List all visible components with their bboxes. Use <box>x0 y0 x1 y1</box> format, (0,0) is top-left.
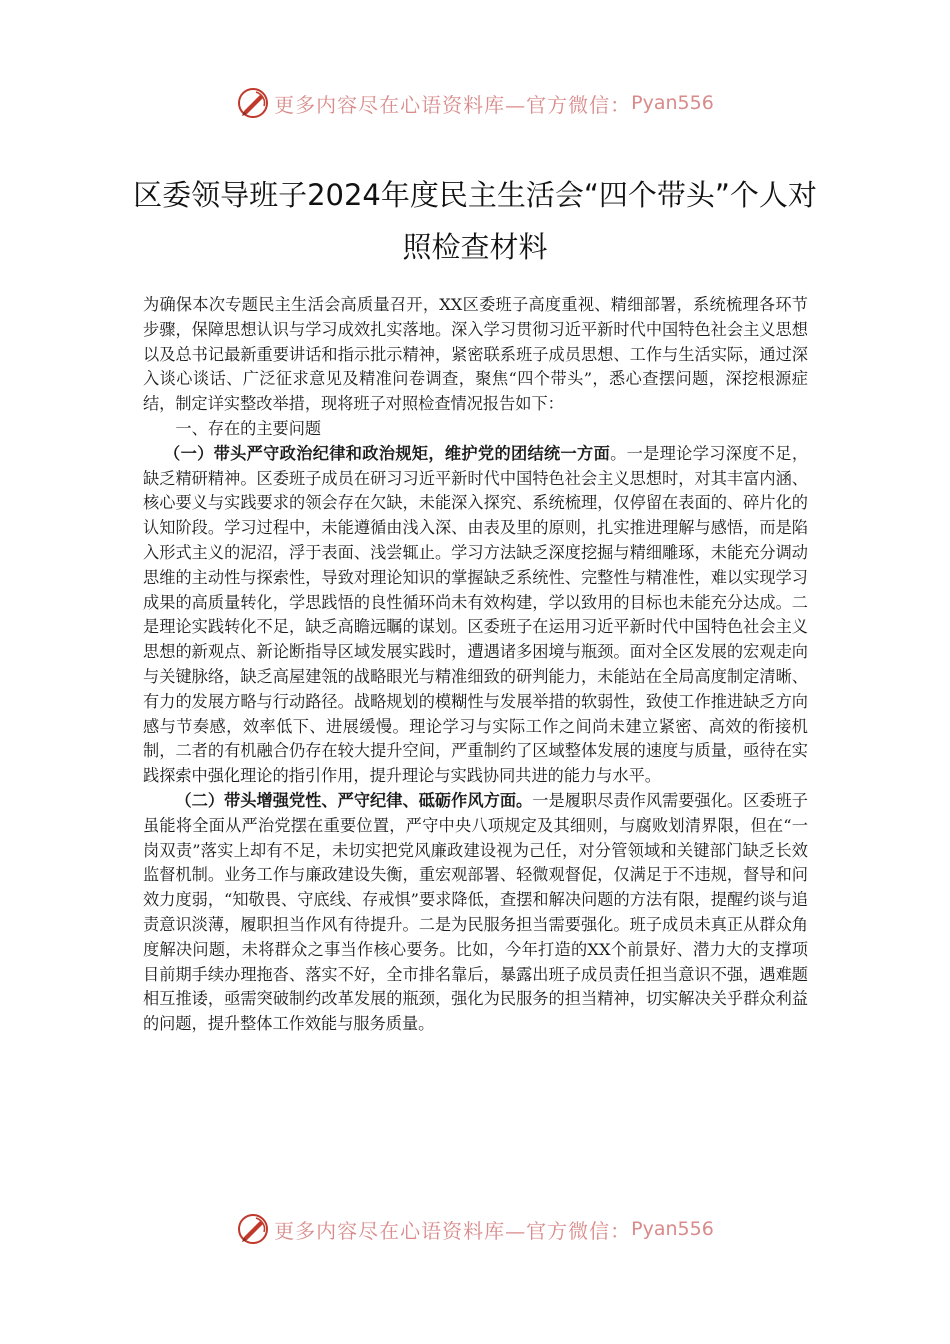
watermark-text: 更多内容尽在心语资料库—官方微信： <box>274 92 632 117</box>
watermark-footer <box>0 1212 950 1246</box>
item2-body: 一是履职尽责作风需要强化。区委班子虽能将全面从严治党摆在重要位置，严守中央八项规定及其细则，与腐败划清界限，但在“一岗双责”落实上却有不足，未切实把党风廉政建设视为己任，对分管领域和关键部门缺乏长效监督机制。业务工作与廉政建设失衡，重宏观部署、轻微观督促，仅满足于不违规，督导和问效力度弱，“知敬畏、守底线、存戒惧”要求降低，查摆和解决问题的方法有限，提醒约谈与追责意识淡薄，履职担当作风有待提升。二是为民服务担当需要强化。班子成员未真正从群众角度解决问题，未将群众之事当作核心要务。比如，今年打造的XX个前景好、潜力大的支撑项目前期手续办理拖沓、落实不好，全市排名靠后，暴露出班子成员责任担当意识不强，遇难题相互推诿，亟需突破制约改革发展的瓶颈，强化为民服务的担当精神，切实解决关乎群众利益的问题，提升整体工作效能与服务质量。 <box>143 790 808 1034</box>
item1-body: 。一是理论学习深度不足，缺乏精研精神。区委班子成员在研习习近平新时代中国特色社会主义思想时，对其丰富内涵、核心要义与实践要求的领会存在欠缺，未能深入探究、系统梳理，仅停留在表面的、碎片化的认知阶段。学习过程中，未能遵循由浅入深、由表及里的原则，扎实推进理解与感悟，而是陷入形式主义的泥沼，浮于表面、浅尝辄止。学习方法缺乏深度挖掘与精细雕琢，未能充分调动思维的主动性与探索性，导致对理论知识的掌握缺乏系统性、完整性与精准性，难以实现学习成果的高质量转化，学思践悟的良性循环尚未有效构建，学以致用的目标也未能充分达成。二是理论实践转化不足，缺乏高瞻远瞩的谋划。区委班子在运用习近平新时代中国特色社会主义思想的新观点、新论断指导区域发展实践时，遭遇诸多困境与瓶颈。面对全区发展的宏观走向与关键脉络，缺乏高屋建瓴的战略眼光与精准细致的研判能力，未能站在全局高度制定清晰、有力的发展方略与行动路径。战略规划的模糊性与发展举措的软弱性，致使工作推进缺乏方向感与节奏感，效率低下、进展缓慢。理论学习与实际工作之间尚未建立紧密、高效的衔接机制，二者的有机融合仍存在较大提升空间，严重制约了区域整体发展的速度与质量，亟待在实践探索中强化理论的指引作用，提升理论与实践协同共进的能力与水平。 <box>143 443 809 786</box>
section-heading-problems: 一、存在的主要问题 <box>175 418 322 438</box>
watermark-wechat-id: Pyan556 <box>631 92 714 114</box>
watermark-text: 更多内容尽在心语资料库—官方微信： <box>274 1218 632 1243</box>
item1-heading: （一）带头严守政治纪律和政治规矩，维护党的团结统一方面 <box>164 443 611 463</box>
pen-logo-icon <box>236 1212 270 1246</box>
intro-paragraph: 为确保本次专题民主生活会高质量召开，XX区委班子高度重视、精细部署，系统梳理各环节步骤，保障思想认识与学习成效扎实落地。深入学习贯彻习近平新时代中国特色社会主义思想以及总书记最新重要讲话和指示批示精神，紧密联系班子成员思想、工作与生活实际，通过深入谈心谈话、广泛征求意见及精准问卷调查，聚焦“四个带头”，悉心查摆问题，深挖根源症结，制定详实整改举措，现将班子对照检查情况报告如下： <box>143 295 808 414</box>
item1-paragraph <box>143 442 808 789</box>
watermark-wechat-id: Pyan556 <box>631 1218 714 1240</box>
item2-paragraph <box>143 789 808 1037</box>
document-title: 区委领导班子2024年度民主生活会“四个带头”个人对照检查材料 <box>133 178 817 265</box>
watermark-header <box>0 86 950 120</box>
document-body <box>143 293 808 1037</box>
item2-heading: （二）带头增强党性、严守纪律、砥砺作风方面。 <box>175 790 533 810</box>
pen-logo-icon <box>236 86 270 120</box>
